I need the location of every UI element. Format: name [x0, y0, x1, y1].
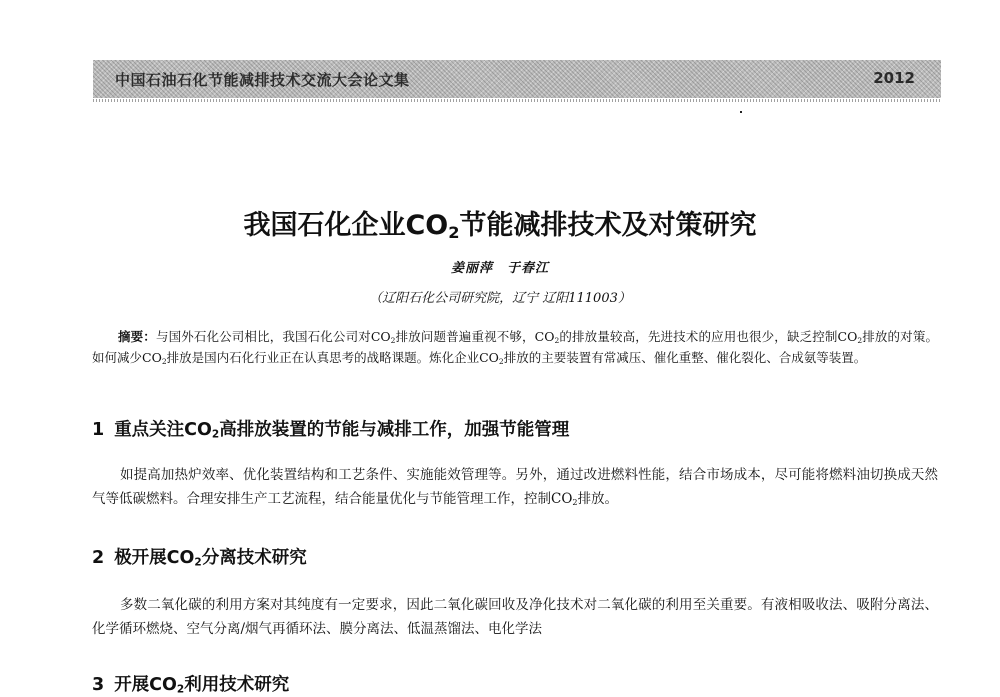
scan-speck [740, 111, 742, 113]
section-2-heading: 2 极开展$CO_2$分离技术研究 [92, 548, 307, 569]
section-1-paragraph: 如提高加热炉效率、优化装置结构和工艺条件、实施能效管理等。另外，通过改进燃料性能，结合市场成本，尽可能将燃料油切换成天然气等低碳燃料。合理安排生产工艺流程，结合能量优化与节能管理工作，控制$CO_2$排放。 [92, 467, 938, 508]
abstract: 摘要：与国外石化公司相比，我国石化公司对$CO_2$排放问题普遍重视不够，$CO_2$的排放量较高，先进技术的应用也很少，缺乏控制$CO_2$排放的对策。如何减少$CO_2$排放是国内石化行业正在认真思考的战略课题。炼化企业$CO_2$排放的主要装置有常减压、催化重整、催化裂化、合成氨等装置。 [92, 329, 938, 366]
header-rule [93, 99, 941, 102]
abstract-label: 摘要： [118, 329, 156, 344]
section-1-heading: 1 重点关注$CO_2$高排放装置的节能与减排工作，加强节能管理 [92, 420, 570, 441]
section-2-paragraph: 多数二氧化碳的利用方案对其纯度有一定要求，因此二氧化碳回收及净化技术对二氧化碳的利用至关重要。有液相吸收法、吸附分离法、化学循环燃烧、空气分离/烟气再循环法、膜分离法、低温蒸馏法、电化学法 [92, 597, 938, 637]
running-header [93, 60, 941, 98]
authors: 姜丽萍 于春江 [450, 261, 549, 276]
running-header-title: 中国石油石化节能减排技术交流大会论文集 [115, 71, 410, 89]
affiliation: （辽阳石化公司研究院，辽宁 辽阳111003） [369, 291, 631, 306]
running-header-year: 2012 [873, 69, 915, 87]
paper-title: 我国石化企业$CO_2$节能减排技术及对策研究 [243, 210, 757, 243]
section-3-heading: 3 开展$CO_2$利用技术研究 [92, 675, 290, 696]
